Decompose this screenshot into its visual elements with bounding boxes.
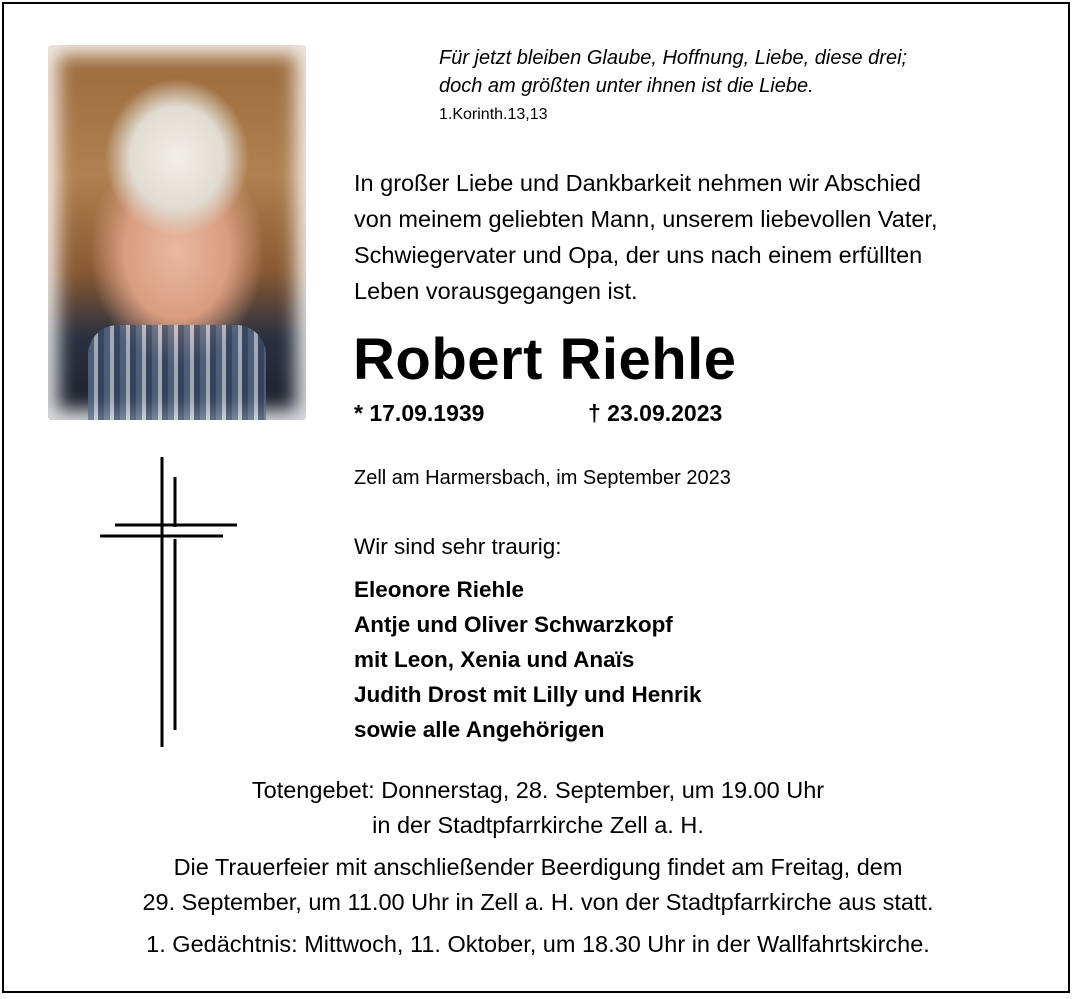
- portrait-photo: [48, 45, 306, 420]
- prayer-line-2: in der Stadtpfarrkirche Zell a. H.: [372, 812, 704, 838]
- quote-line-1: Für jetzt bleiben Glaube, Hoffnung, Liebe, diese drei;: [439, 47, 908, 69]
- prayer-info: [0, 773, 1076, 843]
- mourner-name: sowie alle Angehörigen: [354, 717, 605, 742]
- place-date: Zell am Harmersbach, im September 2023: [354, 467, 731, 489]
- farewell-line-2: von meinem geliebten Mann, unserem liebevollen Vater,: [354, 206, 938, 232]
- mourners-list: [354, 572, 702, 747]
- bible-quote: [439, 44, 907, 100]
- quote-reference: 1.Korinth.13,13: [439, 106, 548, 123]
- birth-date: * 17.09.1939: [354, 400, 485, 426]
- funeral-info: [0, 850, 1076, 920]
- funeral-line-1: Die Trauerfeier mit anschließender Beerdigung findet am Freitag, dem: [173, 854, 903, 880]
- farewell-text: [354, 165, 937, 309]
- mourner-name: Judith Drost mit Lilly und Henrik: [354, 682, 702, 707]
- quote-line-2: doch am größten unter ihnen ist die Liebe.: [439, 75, 814, 97]
- deceased-name: Robert Riehle: [353, 327, 737, 392]
- farewell-line-4: Leben vorausgegangen ist.: [354, 278, 638, 304]
- mourner-name: mit Leon, Xenia und Anaïs: [354, 647, 635, 672]
- mourner-name: Antje und Oliver Schwarzkopf: [354, 612, 673, 637]
- memorial-info: [0, 927, 1076, 962]
- cross-icon: [95, 455, 245, 760]
- prayer-line-1: Totengebet: Donnerstag, 28. September, um 19.00 Uhr: [251, 777, 825, 803]
- funeral-line-2: 29. September, um 11.00 Uhr in Zell a. H. von der Stadtpfarrkirche aus statt.: [142, 889, 934, 915]
- death-date: † 23.09.2023: [588, 400, 723, 426]
- mourners-heading: Wir sind sehr traurig:: [354, 534, 562, 559]
- mourner-name: Eleonore Riehle: [354, 577, 525, 602]
- portrait-shirt: [88, 325, 266, 420]
- memorial-line: 1. Gedächtnis: Mittwoch, 11. Oktober, um 18.30 Uhr in der Wallfahrtskirche.: [146, 931, 930, 957]
- farewell-line-3: Schwiegervater und Opa, der uns nach einem erfüllten: [354, 242, 923, 268]
- farewell-line-1: In großer Liebe und Dankbarkeit nehmen wir Abschied: [354, 170, 921, 196]
